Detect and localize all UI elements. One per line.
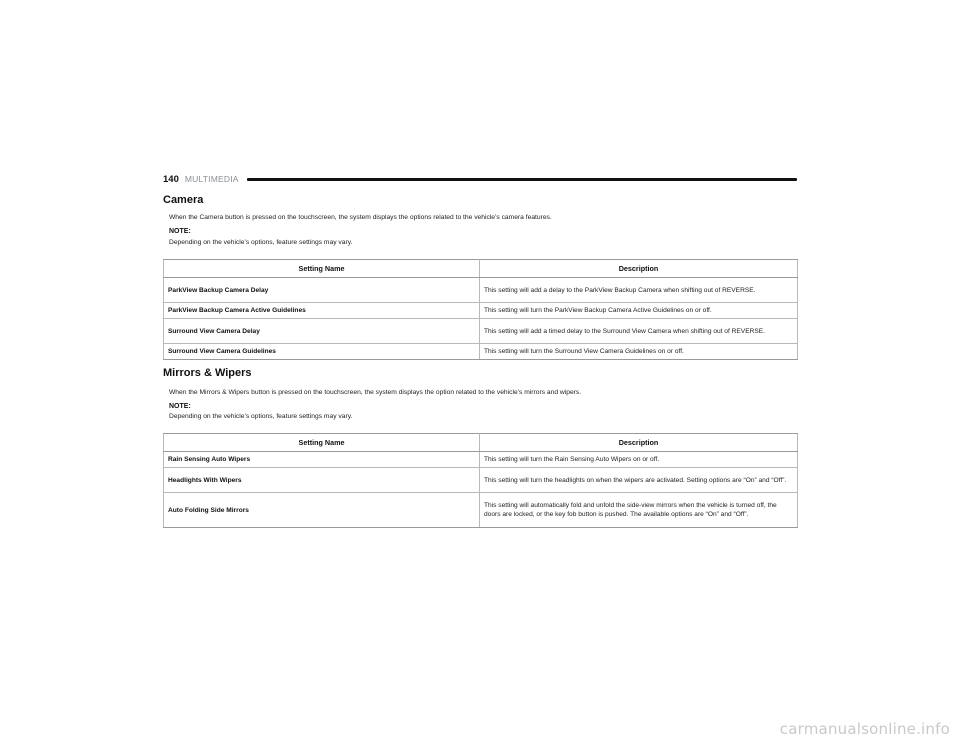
camera-settings-table [163, 259, 798, 360]
watermark: carmanualsonline.info [779, 720, 950, 738]
setting-name: ParkView Backup Camera Active Guidelines [164, 303, 480, 319]
camera-intro: When the Camera button is pressed on the touchscreen, the system displays the options related to the vehicle’s camera features. [169, 214, 552, 221]
mirrors-note-text: Depending on the vehicle’s options, feature settings may vary. [169, 413, 353, 420]
table-header-row [164, 434, 798, 452]
mirrors-note-label: NOTE: [169, 403, 191, 410]
page-header [163, 172, 797, 186]
setting-name: Headlights With Wipers [164, 468, 480, 493]
setting-name: Rain Sensing Auto Wipers [164, 452, 480, 468]
section-name: MULTIMEDIA [184, 174, 239, 184]
header-rule [247, 178, 797, 181]
setting-name: Auto Folding Side Mirrors [164, 493, 480, 528]
setting-name: Surround View Camera Guidelines [164, 344, 480, 360]
page-number: 140 [163, 173, 179, 185]
column-header-setting-name: Setting Name [164, 434, 480, 452]
table-header-row [164, 260, 798, 278]
table-row [164, 344, 798, 360]
setting-description: This setting will turn the ParkView Backup Camera Active Guidelines on or off. [480, 303, 798, 319]
mirrors-settings-table [163, 433, 798, 528]
setting-name: ParkView Backup Camera Delay [164, 278, 480, 303]
column-header-setting-name: Setting Name [164, 260, 480, 278]
camera-note-label: NOTE: [169, 228, 191, 235]
table-row [164, 468, 798, 493]
setting-description: This setting will add a timed delay to the Surround View Camera when shifting out of REVERSE. [480, 319, 798, 344]
camera-note-text: Depending on the vehicle’s options, feature settings may vary. [169, 239, 353, 246]
column-header-description: Description [480, 434, 798, 452]
setting-description: This setting will turn the headlights on when the wipers are activated. Setting options are “On” and “Off”. [480, 468, 798, 493]
column-header-description: Description [480, 260, 798, 278]
table-row [164, 278, 798, 303]
table-row [164, 452, 798, 468]
mirrors-section-title: Mirrors & Wipers [163, 367, 252, 379]
setting-description: This setting will turn the Surround View Camera Guidelines on or off. [480, 344, 798, 360]
setting-description: This setting will add a delay to the ParkView Backup Camera when shifting out of REVERSE. [480, 278, 798, 303]
camera-section-title: Camera [163, 194, 204, 206]
setting-description: This setting will automatically fold and unfold the side-view mirrors when the vehicle is turned off, the doors are locked, or the key fob button is pushed. The available options are “On” and “Off”. [480, 493, 798, 528]
table-row [164, 319, 798, 344]
setting-name: Surround View Camera Delay [164, 319, 480, 344]
table-row [164, 493, 798, 528]
table-row [164, 303, 798, 319]
mirrors-intro: When the Mirrors & Wipers button is pressed on the touchscreen, the system displays the option related to the vehicle’s mirrors and wipers. [169, 389, 582, 396]
setting-description: This setting will turn the Rain Sensing Auto Wipers on or off. [480, 452, 798, 468]
